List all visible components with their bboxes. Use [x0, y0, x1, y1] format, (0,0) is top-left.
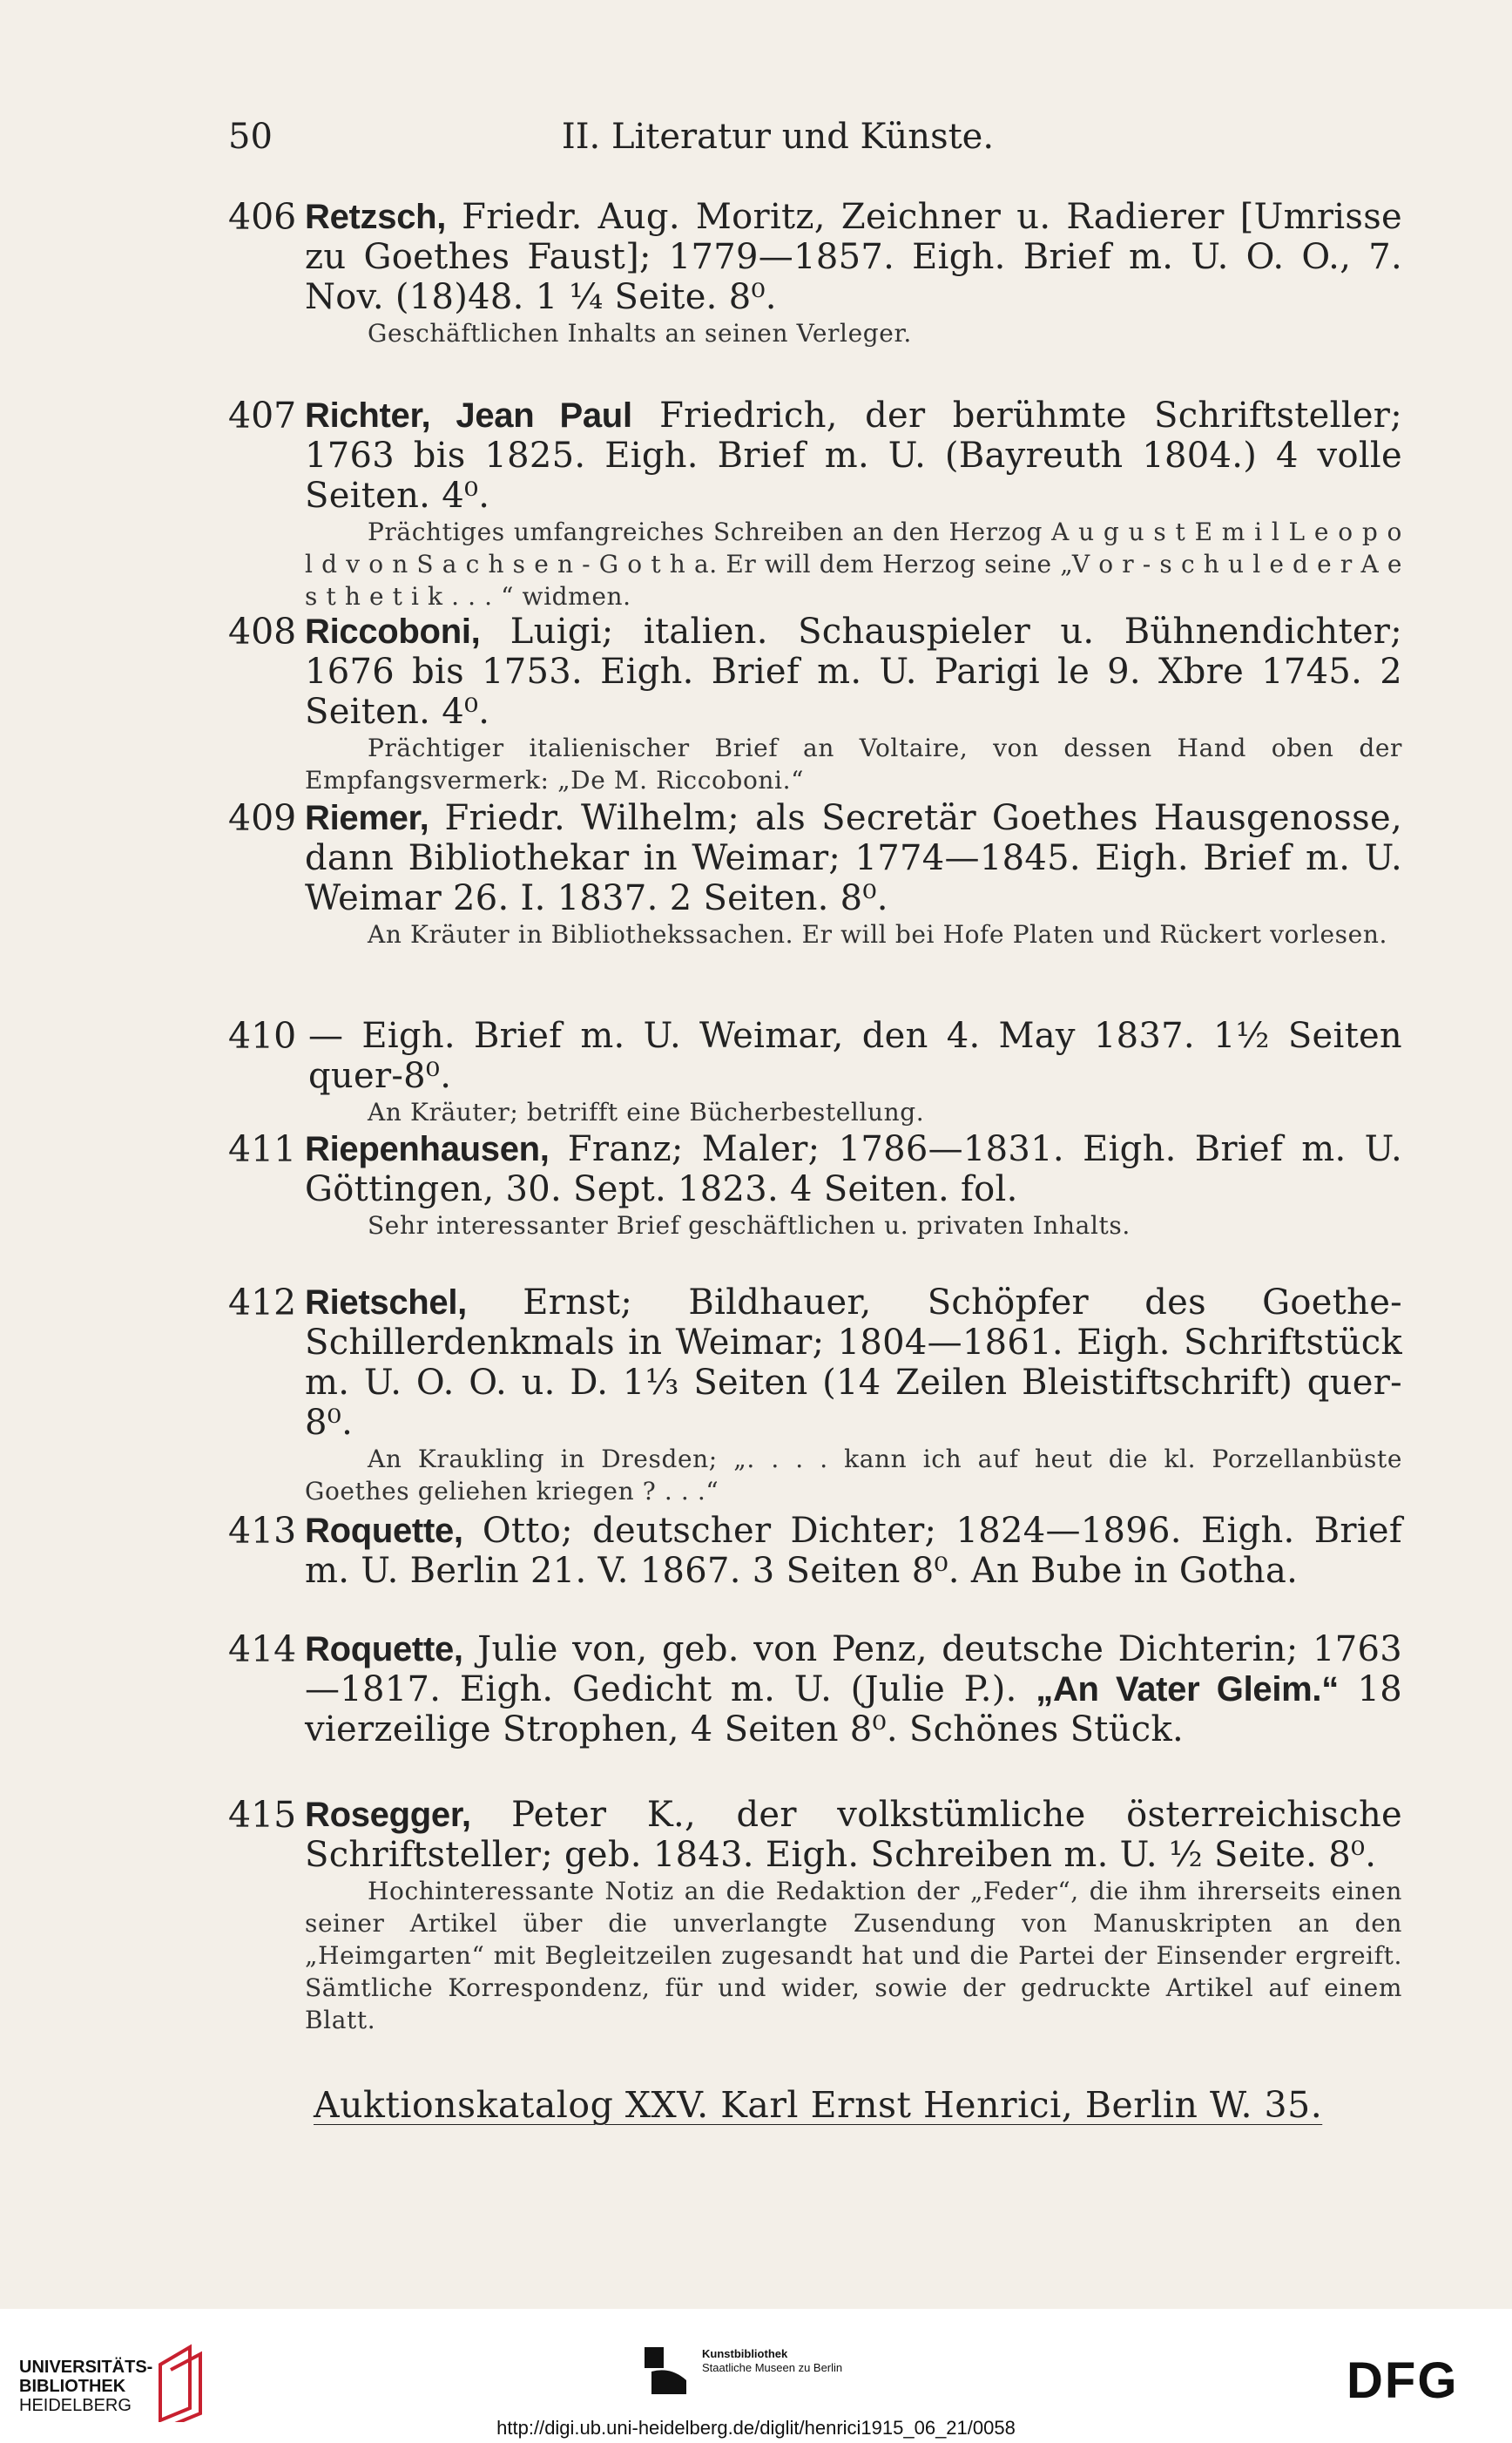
- university-line-2: BIBLIOTHEK: [19, 2377, 126, 2396]
- university-line-3: HEIDELBERG: [19, 2396, 132, 2415]
- entry-description: Luigi; italien. Schauspieler u. Bühnendichter; 1676 bis 1753. Eigh. Brief m. U. Parigi le 9. Xbre 1745. 2 Seiten. 4⁰.: [305, 612, 1402, 732]
- entry-description-tail: 18 vierzeilige Strophen, 4 Seiten 8⁰. Schönes Stück.: [305, 1669, 1402, 1749]
- entry-name: Riccoboni,: [305, 612, 481, 651]
- entry-description: Otto; deutscher Dichter; 1824—1896. Eigh. Brief m. U. Berlin 21. V. 1867. 3 Seiten 8⁰. An Bube in Gotha.: [305, 1511, 1402, 1591]
- catalog-entry-415: [228, 1795, 1402, 2036]
- entry-text: [305, 1129, 1402, 1209]
- entry-number: 407: [228, 395, 297, 436]
- entry-description: Franz; Maler; 1786—1831. Eigh. Brief m. U. Göttingen, 30. Sept. 1823. 4 Seiten. fol.: [305, 1129, 1402, 1209]
- university-logo-icon: [155, 2344, 209, 2422]
- kb-line-2: Staatliche Museen zu Berlin: [702, 2361, 843, 2374]
- entry-name: Roquette,: [305, 1630, 463, 1668]
- kb-line-1: Kunstbibliothek: [702, 2347, 788, 2360]
- catalog-entry-406: [228, 197, 1402, 349]
- entry-description: Ernst; Bildhauer, Schöpfer des Goethe-Schillerdenkmals in Weimar; 1804—1861. Eigh. Schriftstück m. U. O. O. u. D. 1⅓ Seiten (14 Zeilen Bleistiftschrift) quer-8⁰.: [305, 1282, 1402, 1443]
- kunstbibliothek-label: [702, 2347, 842, 2375]
- entry-text: [305, 1629, 1402, 1749]
- entry-number: 406: [228, 196, 297, 238]
- catalog-entry-408: [228, 612, 1402, 796]
- entry-number: 410: [228, 1015, 297, 1057]
- entry-number: 414: [228, 1628, 297, 1670]
- entry-description: Friedrich, der berühmte Schriftsteller; 1763 bis 1825. Eigh. Brief m. U. (Bayreuth 1804.) 4 volle Seiten. 4⁰.: [305, 396, 1402, 516]
- entry-note: Prächtiger italienischer Brief an Voltaire, von dessen Hand oben der Empfangsvermerk: „De M. Riccoboni.“: [305, 734, 1402, 795]
- entry-note: Prächtiges umfangreiches Schreiben an den Herzog A u g u s t E m i l L e o p o l d v o n S a c h s e n - G o t h a. Er will dem Herzog seine „V o r - s c h u l e d e r A e s t h e t i k . . . “ widmen.: [305, 518, 1402, 611]
- entry-number: 408: [228, 611, 297, 653]
- entry-text: [305, 612, 1402, 732]
- entry-name: Riepenhausen,: [305, 1130, 550, 1168]
- entry-note: Hochinteressante Notiz an die Redaktion der „Feder“, die ihm ihrerseits einen seiner Artikel über die unverlangte Zusendung von Manuskripten an den „Heimgarten“ mit Begleitzeilen zugesandt hat und die Partei der Einsender ergreift. Sämtliche Korrespondenz, für und wider, sowie der gedruckte Artikel auf einem Blatt.: [305, 1877, 1402, 2034]
- entry-note: An Kraukling in Dresden; „. . . . kann ich auf heut die kl. Porzellanbüste Goethes geliehen kriegen ? . . .“: [305, 1445, 1402, 1506]
- catalog-footer: Auktionskatalog XXV. Karl Ernst Henrici, Berlin W. 35.: [314, 2084, 1323, 2126]
- dfg-logo-icon: [1347, 2356, 1493, 2401]
- entry-description: Julie von, geb. von Penz, deutsche Dichterin; 1763—1817. Eigh. Gedicht m. U. (Julie P.).: [305, 1629, 1402, 1709]
- page-number: 50: [228, 117, 273, 157]
- catalog-entry-412: [228, 1282, 1402, 1507]
- catalog-entry-410: [228, 1016, 1402, 1128]
- entry-text: [305, 1511, 1402, 1591]
- entry-number: 413: [228, 1510, 297, 1552]
- catalog-entry-407: [228, 396, 1402, 612]
- entry-name: Rietschel,: [305, 1283, 467, 1322]
- entry-number: 412: [228, 1282, 297, 1323]
- entry-number: 415: [228, 1794, 297, 1836]
- entry-text: [305, 798, 1402, 918]
- entry-number: 411: [228, 1128, 297, 1170]
- entry-name: Richter, Jean Paul: [305, 396, 632, 435]
- entry-text: [308, 1016, 1402, 1096]
- catalog-entry-413: [228, 1511, 1402, 1591]
- entry-number: 409: [228, 797, 297, 839]
- entry-description: — Eigh. Brief m. U. Weimar, den 4. May 1837. 1½ Seiten quer-8⁰.: [308, 1016, 1402, 1096]
- university-line-1: UNIVERSITÄTS-: [19, 2358, 153, 2377]
- entry-name: Retzsch,: [305, 198, 447, 236]
- dfg-label: DFG: [1347, 2356, 1459, 2401]
- catalog-entry-409: [228, 798, 1402, 951]
- poem-title: „An Vater Gleim.“: [1036, 1670, 1339, 1709]
- entry-name: Rosegger,: [305, 1796, 471, 1834]
- entry-description: Friedr. Wilhelm; als Secretär Goethes Hausgenosse, dann Bibliothekar in Weimar; 1774—1845. Eigh. Brief m. U. Weimar 26. I. 1837. 2 Seiten. 8⁰.: [305, 798, 1402, 918]
- entry-name: Riemer,: [305, 799, 429, 837]
- entry-note: Geschäftlichen Inhalts an seinen Verleger.: [368, 319, 912, 348]
- entry-note: Sehr interessanter Brief geschäftlichen u. privaten Inhalts.: [368, 1211, 1131, 1240]
- entry-text: [305, 1795, 1402, 1875]
- entry-text: [305, 1282, 1402, 1443]
- entry-note: An Kräuter; betrifft eine Bücherbestellung.: [368, 1098, 925, 1127]
- section-title: II. Literatur und Künste.: [561, 117, 995, 157]
- entry-note: An Kräuter in Bibliothekssachen. Er will bei Hofe Platen und Rückert vorlesen.: [368, 920, 1387, 949]
- entry-description: Friedr. Aug. Moritz, Zeichner u. Radierer [Umrisse zu Goethes Faust]; 1779—1857. Eigh. Brief m. U. O. O., 7. Nov. (18)48. 1 ¼ Seite. 8⁰.: [305, 197, 1402, 317]
- entry-text: [305, 396, 1402, 516]
- kunstbibliothek-logo-icon: [645, 2347, 690, 2396]
- source-url[interactable]: http://digi.ub.uni-heidelberg.de/diglit/henrici1915_06_21/0058: [496, 2417, 1016, 2439]
- entry-description: Peter K., der volkstümliche österreichische Schriftsteller; geb. 1843. Eigh. Schreiben m. U. ½ Seite. 8⁰.: [305, 1795, 1402, 1875]
- entry-name: Roquette,: [305, 1512, 463, 1550]
- catalog-entry-411: [228, 1129, 1402, 1242]
- entry-text: [305, 197, 1402, 317]
- catalog-entry-414: [228, 1629, 1402, 1749]
- university-library-label: [19, 2358, 152, 2415]
